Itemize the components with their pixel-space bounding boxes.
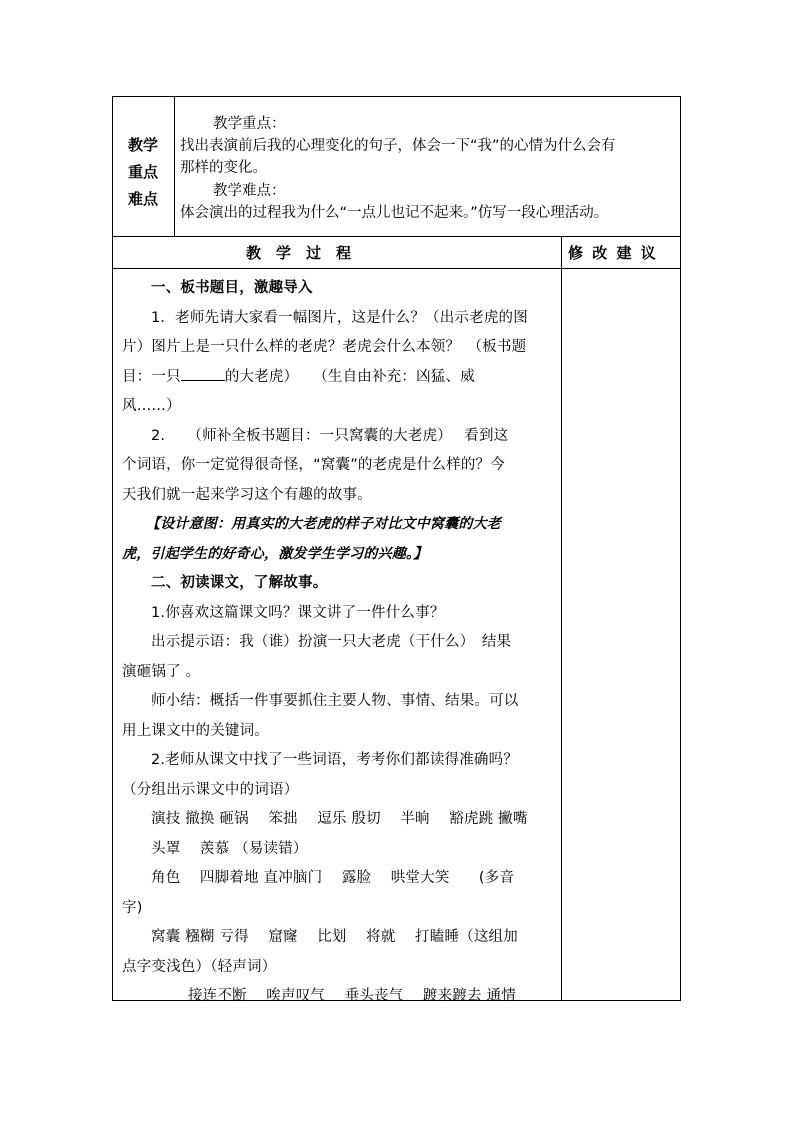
row1-divider-vertical (174, 96, 175, 237)
question-2-line-2: （分组出示课文中的词语） (122, 781, 299, 798)
section-1-title: 一、板书题目，激趣导入 (151, 280, 313, 296)
table-border-top (112, 96, 681, 97)
revision-suggestion-header: 修 改 建 议 (568, 244, 658, 262)
step-1-line-3-end: 的大老虎） （生自由补充：凶猛、威 (224, 368, 475, 385)
word-group-3-line-2: 点字变浅色）（轻声词） (122, 958, 277, 975)
blank-underline (181, 366, 225, 381)
header-bottom-line (112, 268, 681, 269)
word-group-1-line-2: 头罩 羡慕 （易读错） (151, 840, 308, 857)
row1-bottom-line (112, 236, 681, 237)
word-group-4: 接连不断 唉声叹气 垂头丧气 踱来踱去 通情 (188, 988, 516, 1004)
section-2-title: 二、初读课文，了解故事。 (151, 575, 328, 591)
teaching-process-header: 教 学 过 程 (246, 244, 352, 262)
focus-line-2: 那样的变化。 (180, 160, 267, 176)
hint-line-2: 演砸锅了 。 (122, 663, 201, 680)
difficulty-title: 教学难点： (213, 183, 286, 199)
step-1-line-1: 1．老师先请大家看一幅图片，这是什么？（出示老虎的图 (151, 309, 528, 326)
table-border-right (680, 96, 681, 1001)
table-border-left (112, 96, 113, 1001)
design-intent-line-2: 虎，引起学生的好奇心，激发学生学习的兴趣。】 (122, 545, 428, 562)
label-line-1: 教学 (127, 136, 158, 154)
summary-line-1: 师小结：概括一件事要抓住主要人物、事情、结果。可以 (151, 693, 519, 709)
word-group-3-line-1: 窝囊 糨糊 亏得 窟窿 比划 将就 打瞌睡（这组加 (151, 929, 518, 945)
label-line-3: 难点 (127, 190, 158, 208)
teaching-process-body (122, 274, 554, 1012)
design-intent-line-1: 【设计意图：用真实的大老虎的样子对比文中窝囊的大老 (146, 516, 501, 532)
focus-title: 教学重点： (213, 116, 286, 132)
step-1-line-2: 片）图片上是一只什么样的老虎？老虎会什么本领？ （板书题 (122, 339, 527, 355)
key-difficult-points-label (112, 132, 174, 213)
process-suggestion-divider (561, 236, 562, 1001)
step-2-line-2: 个词语，你一定觉得很奇怪，“窝囊”的老虎是什么样的？今 (122, 457, 505, 473)
hint-line-1: 出示提示语：我（谁）扮演一只大老虎（干什么） 结果 (151, 634, 512, 650)
label-line-2: 重点 (127, 163, 158, 181)
word-group-2-line-2: 字) (122, 899, 143, 916)
step-1-line-3 (122, 363, 554, 393)
summary-line-2: 用上课文中的关键词。 (122, 722, 269, 739)
question-2-line-1: 2.老师从课文中找了一些词语，考考你们都读得准确吗？ (151, 752, 519, 768)
question-1: 1.你喜欢这篇课文吗？课文讲了一件什么事？ (151, 604, 445, 621)
step-1-line-3-start: 目：一只 (122, 368, 181, 385)
step-1-line-4: 风……） (122, 398, 181, 414)
step-2-line-1: 2. （师补全板书题目：一只窝囊的大老虎） 看到这 (151, 427, 509, 444)
focus-line-1: 找出表演前后我的心理变化的句子，体会一下“我”的心情为什么会有 (180, 138, 616, 154)
difficulty-line: 体会演出的过程我为什么“一点儿也记不起来。”仿写一段心理活动。 (180, 205, 609, 221)
word-group-2-line-1: 角色 四脚着地 直冲脑门 露脸 哄堂大笑 (多音 (151, 870, 515, 886)
step-2-line-3: 天我们就一起来学习这个有趣的故事。 (122, 486, 372, 503)
word-group-1-line-1: 演技 撤换 砸锅 笨拙 逗乐 殷切 半晌 豁虎跳 撇嘴 (151, 811, 528, 827)
